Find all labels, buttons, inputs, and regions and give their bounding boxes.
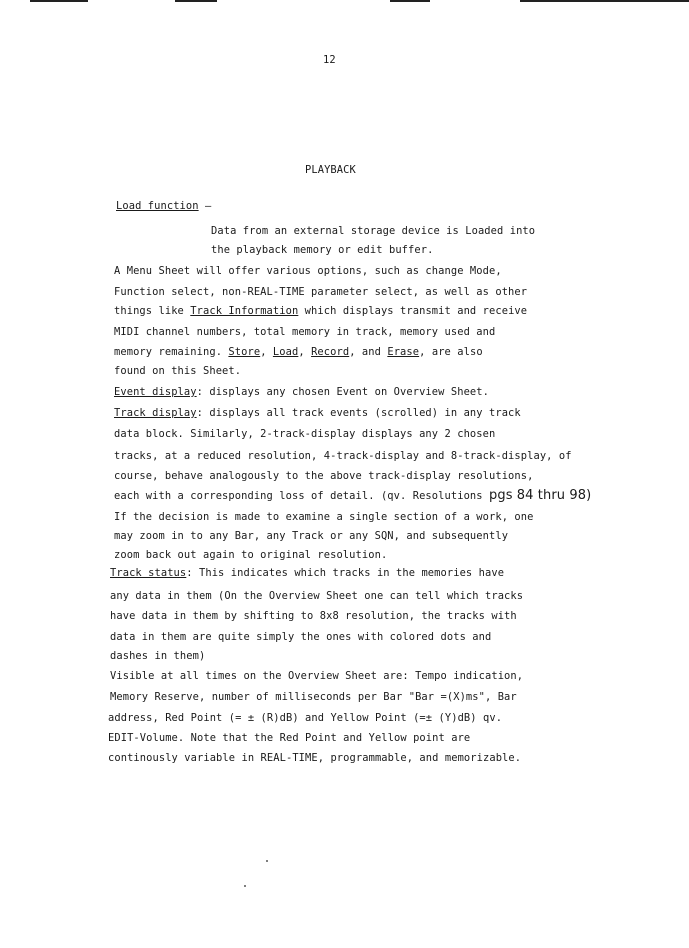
text-run: each with a corresponding loss of detail. (qv. Resolutions [114,490,489,502]
track-status-paragraph [110,566,504,580]
paragraph-line [114,489,591,503]
handwritten-page-reference: pgs 84 thru 98) [489,488,592,503]
load-function-label: Load function [116,200,199,212]
paragraph-line: found on this Sheet. [114,365,242,377]
page-number: 12 [323,54,336,66]
paragraph-line: EDIT-Volume. Note that the Red Point and Yellow point are [108,732,471,744]
scan-edge-mark [175,0,217,2]
store-term: Store [228,346,261,358]
event-display-label: Event display [114,386,197,398]
text-run: : displays any chosen Event on Overview Sheet. [196,386,489,398]
track-display-label: Track display [114,407,197,419]
text-run: , [260,346,273,358]
paragraph-line: any data in them (On the Overview Sheet one can tell which tracks [110,590,524,602]
paragraph-line: Memory Reserve, number of milliseconds per Bar "Bar =(X)ms", Bar [110,691,517,703]
section-heading: PLAYBACK [305,164,356,176]
paragraph-line: dashes in them) [110,650,206,662]
scan-edge-mark [520,0,689,2]
paragraph-line: Data from an external storage device is Loaded into [211,225,536,237]
text-run: : displays all track events (scrolled) in any track [196,407,521,419]
track-display-paragraph [114,406,521,420]
paragraph-line: tracks, at a reduced resolution, 4-track-display and 8-track-display, of [114,450,572,462]
paragraph-line: address, Red Point (= ± (R)dB) and Yellow Point (=± (Y)dB) qv. [108,712,503,724]
event-display-paragraph [114,385,489,399]
text-run: which displays transmit and receive [298,305,528,317]
paragraph-line [114,345,483,359]
heading-dash: – [198,200,212,212]
text-run: : This indicates which tracks in the memories have [186,567,505,579]
paragraph-line: may zoom in to any Bar, any Track or any SQN, and subsequently [114,530,509,542]
track-information-term: Track Information [190,305,299,317]
text-run: , are also [419,346,483,358]
paragraph-line: A Menu Sheet will offer various options, such as change Mode, [114,265,502,277]
scan-speck [244,885,246,887]
paragraph-line: data block. Similarly, 2-track-display displays any 2 chosen [114,428,496,440]
paragraph-line [114,304,527,318]
paragraph-line: Visible at all times on the Overview Sheet are: Tempo indication, [110,670,524,682]
text-run: , and [349,346,388,358]
erase-term: Erase [387,346,420,358]
paragraph-line: Function select, non-REAL-TIME parameter select, as well as other [114,286,528,298]
load-term: Load [272,346,299,358]
text-run: memory remaining. [114,346,229,358]
scan-edge-mark [390,0,430,2]
record-term: Record [311,346,350,358]
load-function-heading [116,199,211,213]
text-run: things like [114,305,191,317]
paragraph-line: course, behave analogously to the above track-display resolutions, [114,470,534,482]
paragraph-line: have data in them by shifting to 8x8 resolution, the tracks with [110,610,517,622]
text-run: , [298,346,312,358]
paragraph-line: MIDI channel numbers, total memory in track, memory used and [114,326,496,338]
scan-edge-mark [30,0,88,2]
paragraph-line: zoom back out again to original resolution. [114,549,388,561]
paragraph-line: data in them are quite simply the ones with colored dots and [110,631,492,643]
track-status-label: Track status [110,567,187,579]
paragraph-line: continously variable in REAL-TIME, programmable, and memorizable. [108,752,522,764]
paragraph-line: the playback memory or edit buffer. [211,244,434,256]
scan-speck [266,860,268,862]
paragraph-line: If the decision is made to examine a single section of a work, one [114,511,534,523]
